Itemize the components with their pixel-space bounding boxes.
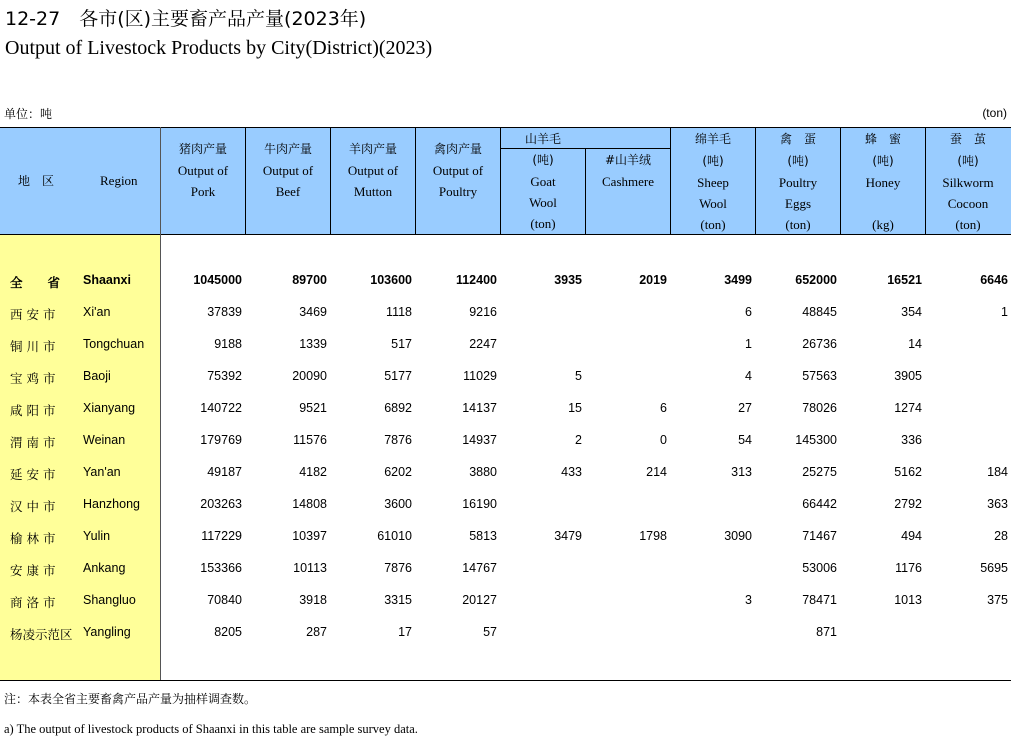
value-cell: 5695: [980, 561, 1008, 575]
value-cell: 1: [745, 337, 752, 351]
value-cell: 1798: [639, 529, 667, 543]
value-cell: 184: [987, 465, 1008, 479]
value-cell: 28: [994, 529, 1008, 543]
value-cell: 89700: [292, 273, 327, 287]
value-cell: 287: [306, 625, 327, 639]
value-cell: 78471: [802, 593, 837, 607]
value-cell: 3600: [384, 497, 412, 511]
value-cell: 3499: [724, 273, 752, 287]
value-cell: 10397: [292, 529, 327, 543]
value-cell: 3090: [724, 529, 752, 543]
value-cell: 494: [901, 529, 922, 543]
header-goat-wool-group: 山羊毛: [524, 132, 561, 146]
region-name-cn: 榆 林 市: [10, 531, 56, 546]
region-name-en: Shaanxi: [83, 273, 131, 287]
value-cell: 3935: [554, 273, 582, 287]
value-cell: 3469: [299, 305, 327, 319]
region-name-en: Yulin: [83, 529, 111, 543]
unit-label-cn: 单位：吨: [4, 107, 53, 121]
region-name-cn: 渭 南 市: [10, 435, 56, 450]
header-poultry-eggs: 禽 蛋 (吨) Poultry Eggs (ton): [778, 132, 818, 232]
value-cell: 20090: [292, 369, 327, 383]
value-cell: 3880: [469, 465, 497, 479]
value-cell: 313: [731, 465, 752, 479]
region-name-cn: 西 安 市: [10, 307, 56, 322]
value-cell: 37839: [207, 305, 242, 319]
value-cell: 336: [901, 433, 922, 447]
value-cell: 6892: [384, 401, 412, 415]
value-cell: 48845: [802, 305, 837, 319]
value-cell: 8205: [214, 625, 242, 639]
value-cell: 6: [660, 401, 667, 415]
header-sheep-wool: 绵羊毛 (吨) Sheep Wool (ton): [694, 132, 731, 232]
value-cell: 14937: [462, 433, 497, 447]
value-cell: 5: [575, 369, 582, 383]
value-cell: 2019: [639, 273, 667, 287]
region-name-cn: 咸 阳 市: [10, 403, 56, 418]
value-cell: 54: [738, 433, 752, 447]
note-cn: 注：本表全省主要畜禽产品产量为抽样调查数。: [4, 692, 257, 706]
value-cell: 14808: [292, 497, 327, 511]
value-cell: 14: [908, 337, 922, 351]
value-cell: 0: [660, 433, 667, 447]
note-en: a) The output of livestock products of Shaanxi in this table are sample survey data.: [4, 722, 418, 736]
region-name-en: Yan'an: [83, 465, 121, 479]
value-cell: 57563: [802, 369, 837, 383]
value-cell: 2247: [469, 337, 497, 351]
value-cell: 15: [568, 401, 582, 415]
value-cell: 17: [398, 625, 412, 639]
header-mutton: 羊肉产量 Output of Mutton: [347, 142, 399, 199]
value-cell: 1176: [895, 561, 922, 575]
value-cell: 3315: [384, 593, 412, 607]
value-cell: 1274: [894, 401, 922, 415]
value-cell: 1339: [299, 337, 327, 351]
value-cell: 14767: [462, 561, 497, 575]
value-cell: 203263: [200, 497, 242, 511]
region-divider: [160, 127, 161, 680]
value-cell: 49187: [207, 465, 242, 479]
value-cell: 9216: [469, 305, 497, 319]
value-cell: 1013: [894, 593, 922, 607]
value-cell: 11576: [293, 433, 327, 447]
header-beef: 牛肉产量 Output of Beef: [262, 142, 314, 199]
value-cell: 5162: [894, 465, 922, 479]
value-cell: 20127: [462, 593, 497, 607]
value-cell: 70840: [207, 593, 242, 607]
value-cell: 871: [816, 625, 837, 639]
value-cell: 363: [987, 497, 1008, 511]
region-name-cn: 延 安 市: [10, 467, 56, 482]
region-name-cn: 宝 鸡 市: [10, 371, 56, 386]
region-name-en: Hanzhong: [83, 497, 140, 511]
value-cell: 25275: [802, 465, 837, 479]
value-cell: 7876: [384, 561, 412, 575]
value-cell: 71467: [802, 529, 837, 543]
value-cell: 214: [646, 465, 667, 479]
table-title-cn: 12-27 各市(区)主要畜产品产量(2023年): [5, 8, 367, 30]
value-cell: 1045000: [193, 273, 242, 287]
region-name-en: Xianyang: [83, 401, 136, 415]
value-cell: 3918: [299, 593, 327, 607]
region-name-cn: 杨凌示范区: [10, 627, 73, 642]
value-cell: 3479: [554, 529, 582, 543]
value-cell: 6: [745, 305, 752, 319]
value-cell: 5177: [384, 369, 412, 383]
value-cell: 145300: [795, 433, 837, 447]
value-cell: 375: [987, 593, 1008, 607]
value-cell: 2: [575, 433, 582, 447]
header-cashmere: #山羊绒 Cashmere: [602, 153, 654, 189]
value-cell: 112400: [455, 273, 497, 287]
header-region-en: Region: [100, 173, 138, 188]
value-cell: 103600: [370, 273, 412, 287]
value-cell: 78026: [802, 401, 837, 415]
value-cell: 1118: [386, 305, 412, 319]
value-cell: 652000: [795, 273, 837, 287]
value-cell: 1: [1001, 305, 1008, 319]
region-name-en: Ankang: [83, 561, 126, 575]
region-name-cn: 安 康 市: [10, 563, 56, 578]
value-cell: 53006: [802, 561, 837, 575]
header-pork: 猪肉产量 Output of Pork: [177, 142, 229, 199]
value-cell: 7876: [384, 433, 412, 447]
value-cell: 66442: [802, 497, 837, 511]
value-cell: 75392: [207, 369, 242, 383]
header-goat-wool: (吨) Goat Wool (ton): [529, 153, 557, 231]
value-cell: 354: [901, 305, 922, 319]
value-cell: 433: [561, 465, 582, 479]
value-cell: 179769: [200, 433, 242, 447]
value-cell: 4: [745, 369, 752, 383]
region-column-background: [0, 234, 160, 680]
value-cell: 2792: [894, 497, 922, 511]
table-bottom-rule: [0, 680, 1011, 681]
value-cell: 153366: [200, 561, 242, 575]
value-cell: 10113: [293, 561, 327, 575]
region-name-cn: 汉 中 市: [10, 499, 56, 514]
region-name-cn: 全 省: [10, 275, 61, 290]
region-name-en: Shangluo: [83, 593, 136, 607]
value-cell: 16190: [462, 497, 497, 511]
value-cell: 6646: [980, 273, 1008, 287]
region-name-en: Xi'an: [83, 305, 111, 319]
value-cell: 9521: [299, 401, 327, 415]
value-cell: 57: [483, 625, 497, 639]
value-cell: 117229: [201, 529, 242, 543]
value-cell: 4182: [299, 465, 327, 479]
header-honey: 蜂 蜜 (吨) Honey (kg): [864, 132, 901, 232]
value-cell: 517: [391, 337, 412, 351]
region-name-en: Baoji: [83, 369, 111, 383]
header-region-cn: 地 区: [18, 174, 55, 188]
value-cell: 26736: [802, 337, 837, 351]
value-cell: 3905: [894, 369, 922, 383]
value-cell: 3: [745, 593, 752, 607]
value-cell: 140722: [200, 401, 242, 415]
unit-label-en: (ton): [982, 106, 1007, 120]
value-cell: 11029: [463, 369, 497, 383]
value-cell: 61010: [377, 529, 412, 543]
region-name-en: Tongchuan: [83, 337, 145, 351]
value-cell: 5813: [469, 529, 497, 543]
table-title-en: Output of Livestock Products by City(District)(2023): [5, 37, 433, 59]
region-name-cn: 铜 川 市: [10, 339, 56, 354]
value-cell: 14137: [462, 401, 497, 415]
value-cell: 6202: [384, 465, 412, 479]
value-cell: 27: [738, 401, 752, 415]
region-name-cn: 商 洛 市: [10, 595, 56, 610]
value-cell: 16521: [887, 273, 922, 287]
region-name-en: Weinan: [83, 433, 126, 447]
header-silkworm-cocoon: 蚕 茧 (吨) Silkworm Cocoon (ton): [942, 132, 994, 232]
value-cell: 9188: [214, 337, 242, 351]
header-poultry: 禽肉产量 Output of Poultry: [432, 142, 484, 199]
region-name-en: Yangling: [83, 625, 131, 639]
